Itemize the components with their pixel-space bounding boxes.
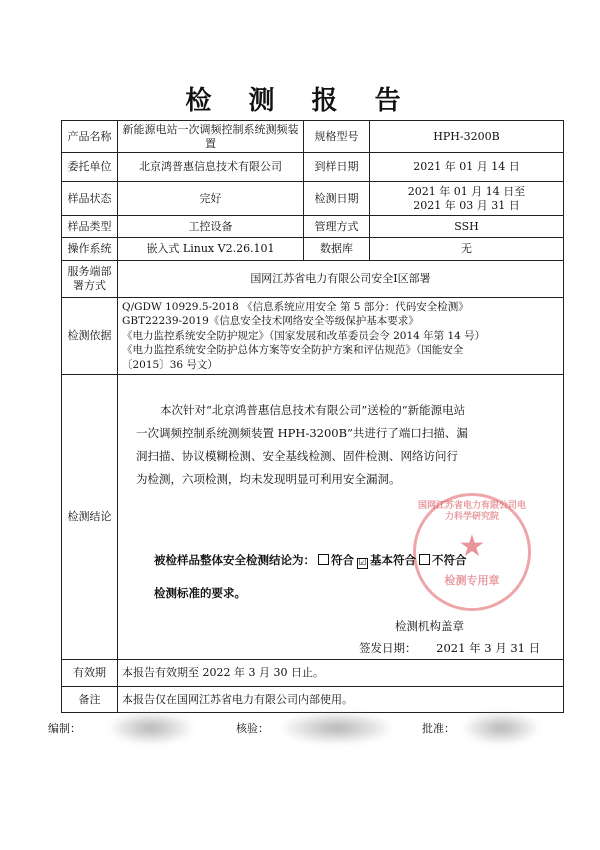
mgmt-method-label: 管理方式 [304,216,370,238]
deploy-value: 国网江苏省电力有限公司安全Ⅰ区部署 [118,261,564,298]
test-date-label: 检测日期 [304,182,370,216]
inspection-org: 检测机构盖章 [395,619,464,633]
issue-date [359,641,540,655]
conclusion-text: 本次针对“北京鸿普惠信息技术有限公司”送检的“新能源电站一次调频控制系统测频装置 HPH-3200B”共进行了端口扫描、漏洞扫描、协议模糊检测、安全基线检测、固件检测、网络访问行为检测，六项检测，均未发现明显可利用安全漏洞。 [136,403,468,486]
basis-line: 〔2015〕36 号文） [122,358,218,371]
mgmt-method-value: SSH [370,216,564,238]
editor-label: 编制： [48,722,81,735]
stamp-seal-text: 检测专用章 [444,574,500,587]
arrival-date-label: 到样日期 [304,153,370,182]
basis-line: Q/GDW 10929.5-2018 《信息系统应用安全 第 5 部分：代码安全检测》 [122,300,469,313]
conclusion-label: 检测结论 [62,375,118,660]
report-table [61,120,564,713]
checkbox-icon [318,554,329,565]
result-prefix: 被检样品整体安全检测结论为： [154,553,315,567]
issue-date-label: 签发日期： [359,641,417,655]
validity-label: 有效期 [62,660,118,687]
client-value: 北京鸿普惠信息技术有限公司 [118,153,304,182]
checkbox-checked-icon: ☑ [358,558,367,568]
basis-value [118,298,564,375]
os-value: 嵌入式 Linux V2.26.101 [118,238,304,261]
report-title: 检 测 报 告 [185,86,415,116]
sample-type-label: 样品类型 [62,216,118,238]
reviewer-label: 核验： [236,722,269,735]
editor-signature-redacted [110,712,192,744]
arrival-date-value: 2021 年 01 月 14 日 [370,153,564,182]
test-date-line-2: 2021 年 03 月 31 日 [413,198,520,212]
basis-line: 《电力监控系统安全防护规定》（国家发展和改革委员会令 2014 年第 14 号） [122,329,486,342]
signature-row [0,720,600,750]
remark-label: 备注 [62,687,118,713]
model-label: 规格型号 [304,121,370,153]
stamp-ring-text: 国网江苏省电力有限公司电力科学研究院 [417,501,526,522]
test-date-line-1: 2021 年 01 月 14 日至 [407,184,526,198]
validity-value: 本报告有效期至 2022 年 3 月 30 日止。 [118,660,564,687]
os-label: 操作系统 [62,238,118,261]
remark-value: 本报告仅在国网江苏省电力有限公司内部使用。 [118,687,564,713]
conclusion-cell [118,375,564,660]
basis-line: GBT22239-2019《信息安全技术网络安全等级保护基本要求》 [122,315,419,328]
inspection-stamp [413,493,531,611]
sample-type-value: 工控设备 [118,216,304,238]
model-value: HPH-3200B [370,121,564,153]
deploy-label: 服务端部署方式 [62,261,118,298]
reviewer-signature-redacted [282,712,392,744]
sample-state-value: 完好 [118,182,304,216]
database-value: 无 [370,238,564,261]
basis-label: 检测依据 [62,298,118,375]
database-label: 数据库 [304,238,370,261]
sample-state-label: 样品状态 [62,182,118,216]
option-conform: 符合 [331,553,354,567]
approver-label: 批准： [422,722,455,735]
product-name-label: 产品名称 [62,121,118,153]
product-name-value: 新能源电站一次调频控制系统测频装置 [118,121,304,153]
option-not-conform: 不符合 [432,553,467,567]
test-date-value [370,182,564,216]
checkbox-icon [419,554,430,565]
client-label: 委托单位 [62,153,118,182]
approver-signature-redacted [464,712,538,744]
basis-line: 《电力监控系统安全防护总体方案等安全防护方案和评估规范》（国能安全 [122,344,464,357]
result-suffix: 检测标准的要求。 [154,586,246,600]
option-basic-conform: 基本符合 [370,553,416,567]
issue-date-value: 2021 年 3 月 31 日 [436,641,541,655]
star-icon: ★ [458,529,486,564]
conclusion-result [154,553,467,569]
